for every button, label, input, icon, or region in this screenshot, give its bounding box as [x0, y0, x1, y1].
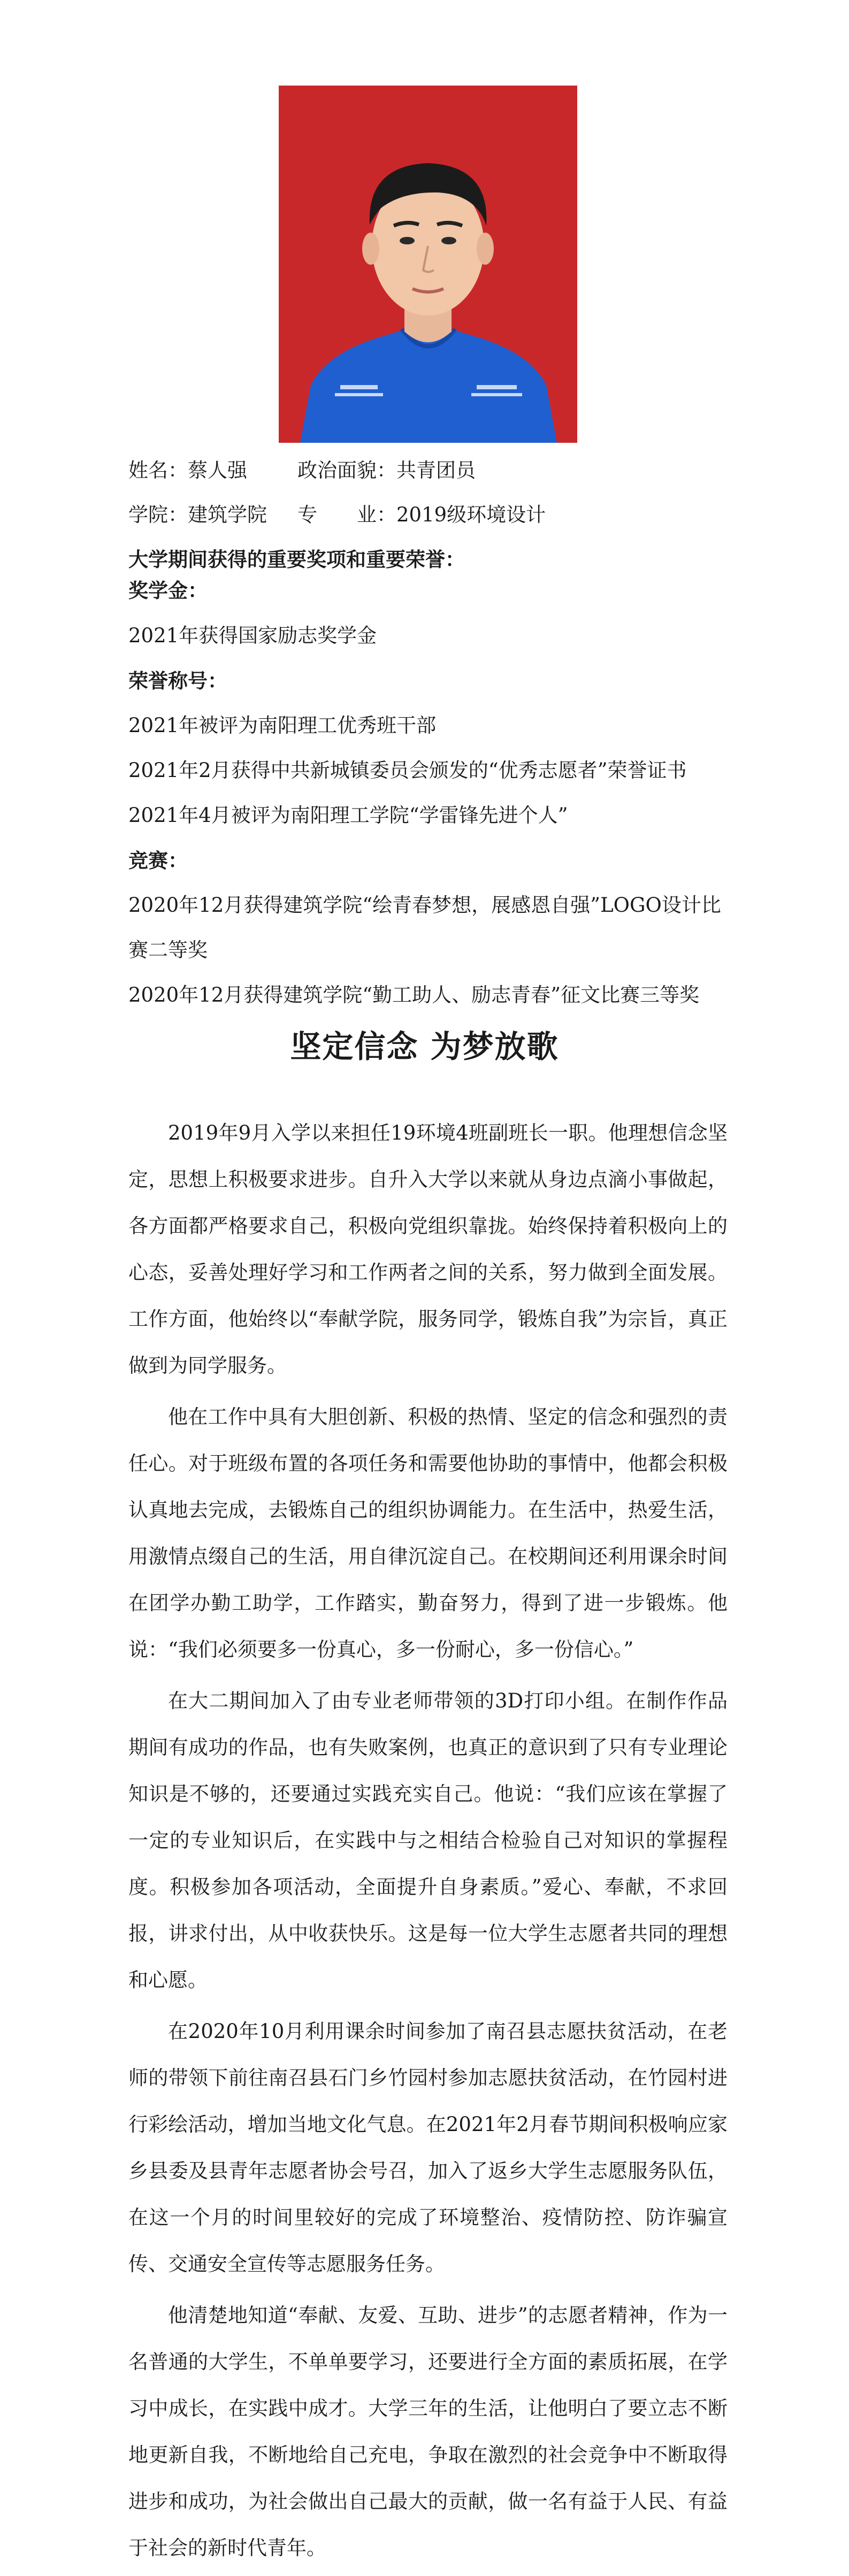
honor-item: 2021年被评为南阳理工优秀班干部 [128, 714, 437, 737]
name-row [128, 460, 728, 504]
honors-heading: 荣誉称号： [128, 669, 227, 693]
portrait-illustration [279, 86, 577, 443]
essay-paragraph: 他在工作中具有大胆创新、积极的热情、坚定的信念和强烈的责任心。对于班级布置的各项任务和需要他协助的事情中，他都会积极认真地去完成，去锻炼自己的组织协调能力。在生活中，热爱生活，用激情点缀自己的生活，用自律沉淀自己。在校期间还利用课余时间在团学办勤工助学，工作踏实，勤奋努力，得到了进一步锻炼。他说：“我们必须要多一份真心，多一份耐心，多一份信心。” [128, 1405, 728, 1661]
essay-body [128, 1110, 728, 2576]
awards-heading: 大学期间获得的重要奖项和重要荣誉： [128, 548, 465, 571]
competition-item: 2020年12月获得建筑学院“勤工助人、励志青春”征文比赛三等奖 [128, 983, 700, 1006]
college-row [128, 504, 728, 549]
essay-paragraph: 他清楚地知道“奉献、友爱、互助、进步”的志愿者精神，作为一名普通的大学生，不单单要学习，还要进行全方面的素质拓展，在学习中成长，在实践中成才。大学三年的生活，让他明白了要立志不断地更新自我，不断地给自己充电，争取在激烈的社会竞争中不断取得进步和成功，为社会做出自己最大的贡献，做一名有益于人民、有益于社会的新时代青年。 [128, 2304, 728, 2559]
competition-item-line-2: 赛二等奖 [128, 939, 208, 962]
scholarship-item: 2021年获得国家励志奖学金 [128, 624, 377, 647]
competition-item-line-1: 2020年12月获得建筑学院“绘青春梦想，展感恩自强”LOGO设计比 [128, 894, 721, 917]
essay-paragraph: 2019年9月入学以来担任19环境4班副班长一职。他理想信念坚定，思想上积极要求进步。自升入大学以来就从身边点滴小事做起，各方面都严格要求自己，积极向党组织靠拢。始终保持着积极向上的心态，妥善处理好学习和工作两者之间的关系，努力做到全面发展。工作方面，他始终以“奉献学院，服务同学，锻炼自我”为宗旨，真正做到为同学服务。 [128, 1121, 728, 1377]
essay-paragraph: 在2020年10月利用课余时间参加了南召县志愿扶贫活动，在老师的带领下前往南召县石门乡竹园村参加志愿扶贫活动，在竹园村进行彩绘活动，增加当地文化气息。在2021年2月春节期间积极响应家乡县委及县青年志愿者协会号召，加入了返乡大学生志愿服务队伍，在这一个月的时间里较好的完成了环境整治、疫情防控、防诈骗宣传、交通安全宣传等志愿服务任务。 [128, 2020, 728, 2275]
politics-value: 共青团员 [396, 459, 476, 482]
competitions-heading: 竞赛： [128, 849, 188, 872]
politics-label: 政治面貌： [297, 459, 396, 482]
college-label: 学院： [128, 503, 188, 526]
honor-item: 2021年2月获得中共新城镇委员会颁发的“优秀志愿者”荣誉证书 [128, 759, 687, 782]
college-value: 建筑学院 [188, 503, 267, 526]
name-field [128, 460, 247, 481]
honor-item: 2021年4月被评为南阳理工学院“学雷锋先进个人” [128, 804, 568, 827]
profile-section [128, 460, 728, 1017]
college-field [128, 504, 267, 526]
essay-title: 坚定信念 为梦放歌 [290, 1028, 559, 1065]
major-label: 专 业： [297, 503, 396, 526]
major-field [297, 504, 546, 526]
student-photo [279, 86, 577, 443]
politics-field [297, 460, 476, 481]
major-value: 2019级环境设计 [396, 503, 546, 526]
essay-paragraph: 在大二期间加入了由专业老师带领的3D打印小组。在制作作品期间有成功的作品，也有失败案例，也真正的意识到了只有专业理论知识是不够的，还要通过实践充实自己。他说：“我们应该在掌握了一定的专业知识后，在实践中与之相结合检验自己对知识的掌握程度。积极参加各项活动，全面提升自身素质。”爱心、奉献，不求回报，讲求付出，从中收获快乐。这是每一位大学生志愿者共同的理想和心愿。 [128, 1689, 728, 1991]
name-value: 蔡人强 [188, 459, 247, 482]
name-label: 姓名： [128, 459, 188, 482]
scholarship-heading: 奖学金： [128, 579, 208, 602]
